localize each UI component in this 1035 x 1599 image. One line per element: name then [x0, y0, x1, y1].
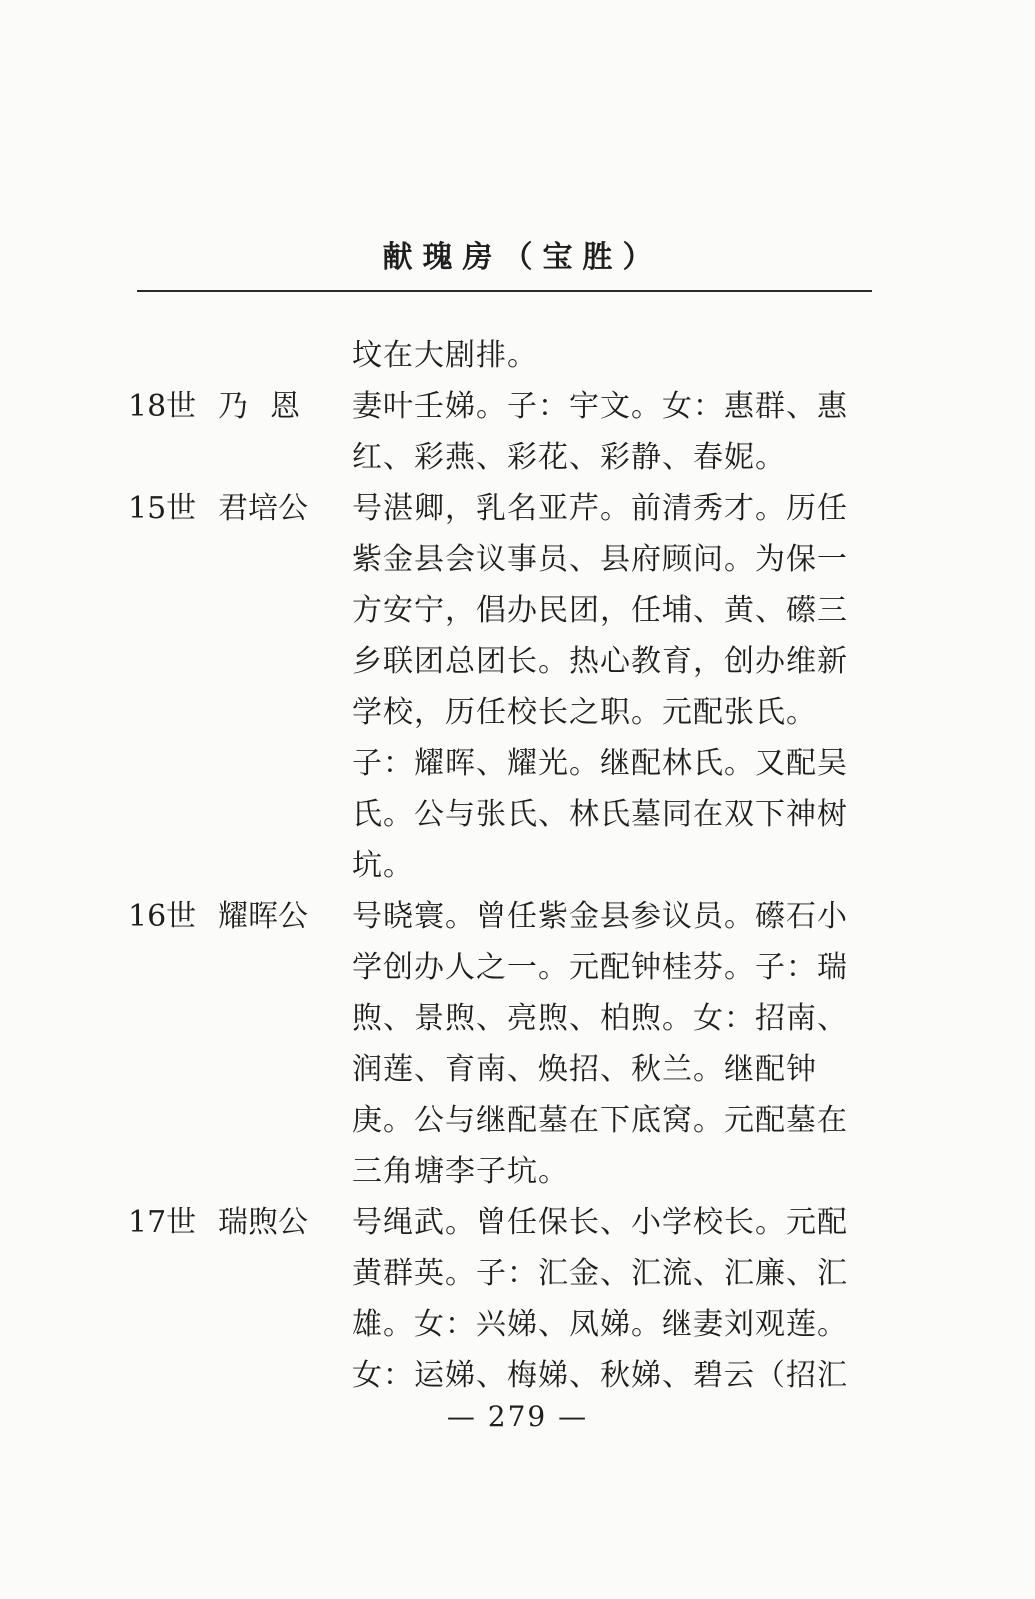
entry-name: 乃恩	[218, 389, 322, 424]
entry-line: 润莲、育南、焕招、秋兰。继配钟	[352, 1052, 817, 1087]
header-rule	[137, 290, 872, 292]
page-number: — 279 —	[446, 1400, 589, 1433]
entry-line: 坑。	[352, 848, 414, 883]
entry-generation: 15世	[128, 491, 197, 526]
entry-name: 瑞煦公	[218, 1205, 308, 1240]
entry-line: 号湛卿，乳名亚芹。前清秀才。历任	[352, 491, 848, 526]
entry-generation: 17世	[128, 1205, 197, 1240]
entry-line: 学校，历任校长之职。元配张氏。	[352, 695, 817, 730]
entry-line: 黄群英。子：汇金、汇流、汇廉、汇	[352, 1256, 848, 1291]
entry-text	[352, 381, 873, 483]
entry-line: 号晓寰。曾任紫金县参议员。礤石小	[352, 899, 848, 934]
page-header	[0, 232, 1035, 276]
entry-text	[352, 483, 873, 891]
entry-ruixu	[128, 1197, 873, 1401]
entry-text	[352, 891, 873, 1197]
entry-line: 三角塘李子坑。	[352, 1154, 569, 1189]
entry-line: 紫金县会议事员、县府顾问。为保一	[352, 542, 848, 577]
entry-line: 乡联团总团长。热心教育，创办维新	[352, 644, 848, 679]
entry-line: 方安宁，倡办民团，任埔、黄、礤三	[352, 593, 848, 628]
entry-text	[352, 1197, 873, 1401]
entry-line: 氏。公与张氏、林氏墓同在双下神树	[352, 797, 848, 832]
entry-naien	[128, 381, 873, 483]
genealogy-entries	[128, 330, 873, 1401]
entry-line: 坟在大剧排。	[352, 338, 538, 373]
entry-line: 庚。公与继配墓在下底窝。元配墓在	[352, 1103, 848, 1138]
chapter-title: 献瑰房（宝胜）	[382, 240, 663, 275]
entry-line: 女：运娣、梅娣、秋娣、碧云（招汇	[352, 1358, 848, 1393]
entry-line: 雄。女：兴娣、凤娣。继妻刘观莲。	[352, 1307, 848, 1342]
entry-line: 号绳武。曾任保长、小学校长。元配	[352, 1205, 848, 1240]
entry-name: 耀晖公	[218, 899, 308, 934]
entry-continuation	[128, 330, 873, 381]
entry-line: 妻叶壬娣。子：宇文。女：惠群、惠	[352, 389, 848, 424]
entry-name: 君培公	[218, 491, 308, 526]
entry-text	[352, 330, 873, 381]
entry-junpei	[128, 483, 873, 891]
entry-generation: 16世	[128, 899, 197, 934]
entry-line: 煦、景煦、亮煦、柏煦。女：招南、	[352, 1001, 848, 1036]
entry-line: 红、彩燕、彩花、彩静、春妮。	[352, 440, 786, 475]
entry-yaohui	[128, 891, 873, 1197]
entry-generation: 18世	[128, 389, 197, 424]
entry-line: 子：耀晖、耀光。继配林氏。又配吴	[352, 746, 848, 781]
entry-line: 学创办人之一。元配钟桂芬。子：瑞	[352, 950, 848, 985]
